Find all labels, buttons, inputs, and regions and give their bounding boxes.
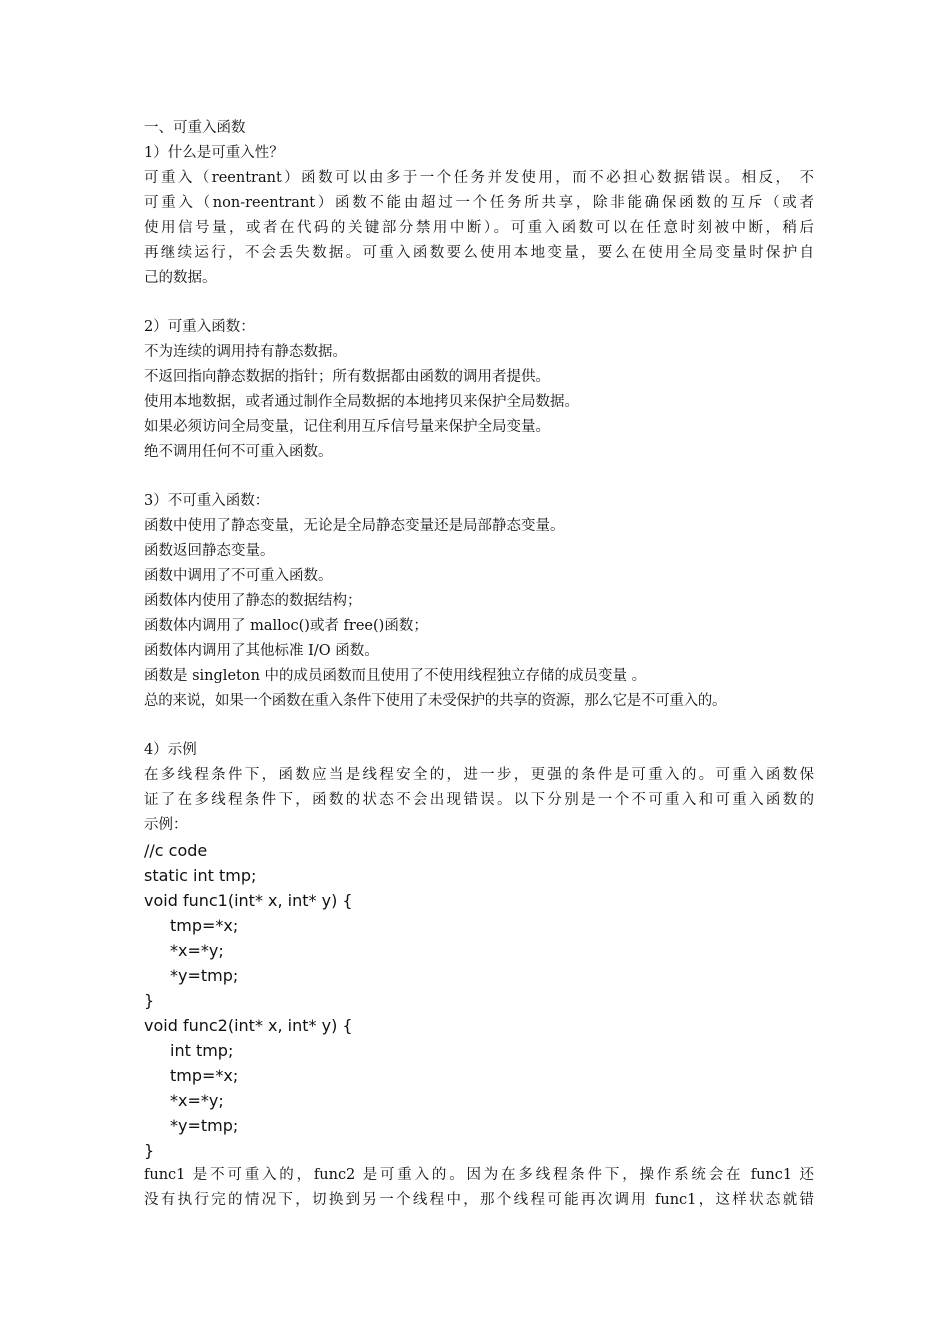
list-item: 函数体内使用了静态的数据结构； [144,593,362,609]
example-outro-line: 没有执行完的情况下，切换到另一个线程中，那个线程可能再次调用 func1，这样状态就错 [144,1192,814,1208]
question-heading: 1）什么是可重入性？ [144,145,284,161]
list-item: 函数中调用了不可重入函数。 [144,568,333,584]
list-item: 不为连续的调用持有静态数据。 [144,344,347,360]
code-line: *x=*y; [170,941,224,960]
code-block [144,838,814,1163]
reentrant-list [144,340,814,465]
code-line: static int tmp; [144,866,257,885]
example-intro-line: 在多线程条件下，函数应当是线程安全的，进一步，更强的条件是可重入的。可重入函数保 [144,767,814,783]
non-reentrant-list [144,514,814,714]
intro-line: 可重入（non-reentrant）函数不能由超过一个任务所共享，除非能确保函数的互斥（或者 [144,195,814,211]
section-title: 一、可重入函数 [144,120,246,136]
list-item: 如果必须访问全局变量，记住利用互斥信号量来保护全局变量。 [144,419,550,435]
code-line: tmp=*x; [170,916,239,935]
list-item: 不返回指向静态数据的指针；所有数据都由函数的调用者提供。 [144,369,550,385]
example-intro-line: 证了在多线程条件下，函数的状态不会出现错误。以下分别是一个不可重入和可重入函数的 [144,792,814,808]
list-item: 函数体内调用了其他标准 I/O 函数。 [144,643,379,659]
code-line: //c code [144,841,208,860]
code-line: *x=*y; [170,1091,224,1110]
list-item: 绝不调用任何不可重入函数。 [144,444,333,460]
code-line: void func1(int* x, int* y) { [144,891,353,910]
code-line: void func2(int* x, int* y) { [144,1016,353,1035]
example-heading: 4）示例 [144,742,197,758]
code-line: *y=tmp; [170,966,239,985]
list-item: 函数中使用了静态变量，无论是全局静态变量还是局部静态变量。 [144,518,565,534]
code-line: int tmp; [170,1041,234,1060]
non-reentrant-heading: 3）不可重入函数： [144,493,270,509]
code-line: *y=tmp; [170,1116,239,1135]
intro-line: 使用信号量，或者在代码的关键部分禁用中断）。可重入函数可以在任意时刻被中断，稍后 [144,220,814,236]
intro-line: 己的数据。 [144,270,217,286]
list-item: 函数是 singleton 中的成员函数而且使用了不使用线程独立存储的成员变量 。 [144,668,647,684]
list-item: 使用本地数据，或者通过制作全局数据的本地拷贝来保护全局数据。 [144,394,579,410]
intro-paragraph [144,166,814,291]
intro-line: 再继续运行，不会丢失数据。可重入函数要么使用本地变量，要么在使用全局变量时保护自 [144,245,814,261]
list-item: 函数体内调用了 malloc()或者 free()函数； [144,618,428,634]
example-outro-line: func1 是不可重入的，func2 是可重入的。因为在多线程条件下，操作系统会在 func1 还 [144,1167,814,1183]
code-line: } [144,1141,155,1160]
example-intro-paragraph [144,763,814,838]
list-item: 函数返回静态变量。 [144,543,275,559]
example-outro-paragraph [144,1163,814,1213]
code-line: } [144,991,155,1010]
list-item: 总的来说，如果一个函数在重入条件下使用了未受保护的共享的资源，那么它是不可重入的。 [144,693,727,709]
intro-line: 可重入（reentrant）函数可以由多于一个任务并发使用，而不必担心数据错误。相反， 不 [144,170,814,186]
document-page [144,116,814,1213]
code-line: tmp=*x; [170,1066,239,1085]
example-intro-line: 示例： [144,817,188,833]
reentrant-heading: 2）可重入函数： [144,319,255,335]
